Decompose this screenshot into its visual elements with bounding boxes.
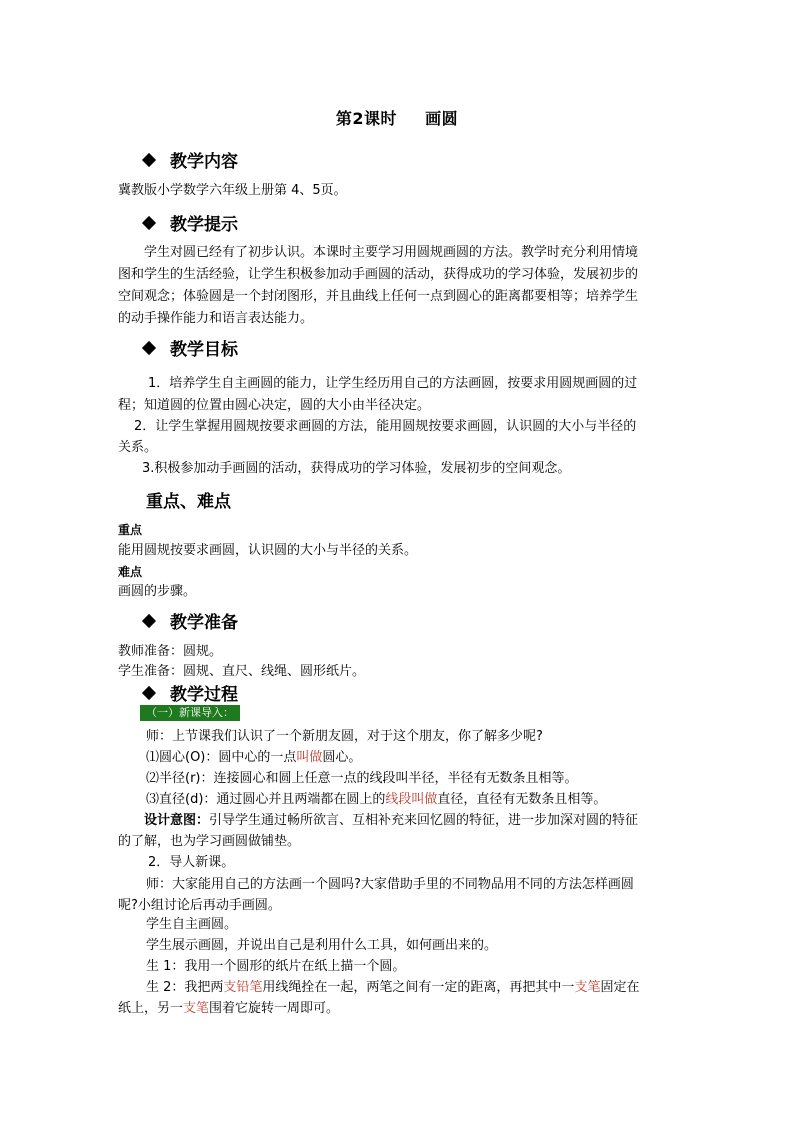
hint-line-4: 的动手操作能力和语言表达能力。 <box>118 311 314 326</box>
section-heading-goals: 教学目标 <box>142 335 238 360</box>
definition-center: ⑴圆心(O)：圆中心的一点叫做圆心。 <box>146 750 362 765</box>
definition-radius: ⑵半径(r)：连接圆心和圆上任意一点的线段叫半径，半径有无数条且相等。 <box>146 771 578 786</box>
self-draw: 学生自主画圆。 <box>146 917 238 932</box>
teacher-prompt: 师：大家能用自己的方法画一个圆吗?大家借助手里的不同物品用不同的方法怎样画圆 <box>146 877 634 892</box>
diamond-bullet-icon <box>142 152 156 166</box>
lesson-topic: 画圆 <box>425 109 459 128</box>
definition-diameter: ⑶直径(d)：通过圆心并且两端都在圆上的线段叫做直径，直径有无数条且相等。 <box>146 792 607 807</box>
page-title <box>0 106 794 129</box>
section-heading-content: 教学内容 <box>142 147 238 172</box>
student-2-answer-cont: 纸上，另一支笔围着它旋转一周即可。 <box>118 1001 340 1016</box>
content-text: 冀教版小学数学六年级上册第 4、5页。 <box>118 183 347 198</box>
lesson-number: 第2课时 <box>335 109 398 128</box>
design-intent: 设计意图：引导学生通过畅所欲言、互相补充来回忆圆的特征，进一步加深对圆的特征 <box>144 813 639 828</box>
goal-line-3: 2．让学生掌握用圆规按要求画圆的方法，能用圆规按要求画圆，认识圆的大小与半径的 <box>134 419 637 434</box>
diamond-bullet-icon <box>142 340 156 354</box>
difficult-label: 难点 <box>118 565 143 579</box>
diamond-bullet-icon <box>142 685 156 699</box>
student-2-answer: 生 2：我把两支铅笔用线绳拴在一起，两笔之间有一定的距离，再把其中一支笔固定在 <box>146 980 640 995</box>
section-heading-hint: 教学提示 <box>142 210 238 235</box>
teacher-prompt-cont: 呢?小组讨论后再动手画圆。 <box>118 898 281 913</box>
hint-line-1: 学生对圆已经有了初步认识。本课时主要学习用圆规画圆的方法。教学时充分利用情境 <box>144 245 639 260</box>
key-label: 重点 <box>118 523 143 537</box>
diamond-bullet-icon <box>142 613 156 627</box>
prep-teacher: 教师准备：圆规。 <box>118 644 223 659</box>
student-1-answer: 生 1：我用一个圆形的纸片在纸上描一个圆。 <box>146 959 406 974</box>
design-intent-cont: 的了解，也为学习画圆做铺垫。 <box>118 834 301 849</box>
diamond-bullet-icon <box>142 215 156 229</box>
section-heading-prep: 教学准备 <box>142 608 238 633</box>
intro-tag: （一）新课导入： <box>140 705 240 721</box>
goal-line-1: 1．培养学生自主画圆的能力，让学生经历用自己的方法画圆，按要求用圆规画圆的过 <box>148 376 638 391</box>
teacher-question: 师：上节课我们认识了一个新朋友圆，对于这个朋友，你了解多少呢? <box>146 729 543 744</box>
difficult-text: 画圆的步骤。 <box>118 584 197 599</box>
section-heading-key-points: 重点、难点 <box>146 492 231 512</box>
key-text: 能用圆规按要求画圆，认识圆的大小与半径的关系。 <box>118 543 418 558</box>
goal-line-2: 程；知道圆的位置由圆心决定，圆的大小由半径决定。 <box>118 398 431 413</box>
hint-line-3: 空间观念；体验圆是一个封闭图形，并且曲线上任何一点到圆心的距离都要相等；培养学生 <box>118 289 639 304</box>
step-2: 2．导人新课。 <box>148 855 235 870</box>
goal-line-4: 关系。 <box>118 440 158 455</box>
hint-line-2: 图和学生的生活经验，让学生积极参加动手画圆的活动，获得成功的学习体验，发展初步的 <box>118 267 639 282</box>
section-heading-process: 教学过程 <box>142 680 238 705</box>
prep-student: 学生准备：圆规、直尺、线绳、圆形纸片。 <box>118 664 366 679</box>
goal-line-5: 3.积极参加动手画圆的活动，获得成功的学习体验，发展初步的空间观念。 <box>142 461 571 476</box>
student-show: 学生展示画圆，并说出自己是利用什么工具，如何画出来的。 <box>146 938 498 953</box>
